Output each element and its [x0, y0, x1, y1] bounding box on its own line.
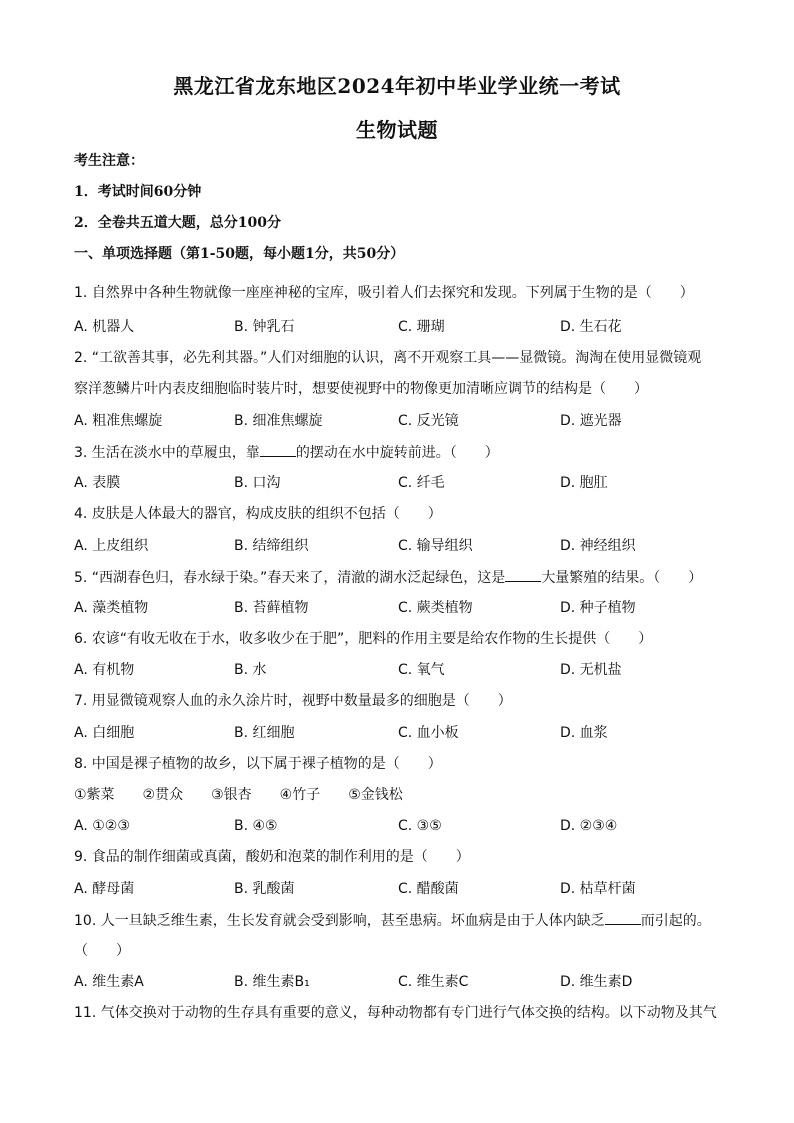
question-10-option-a: A. 维生素A — [74, 974, 144, 990]
question-8-option-d: D. ②③④ — [560, 818, 618, 834]
question-6-stem: 6. 农谚“有收无收在于水，收多收少在于肥”，肥料的作用主要是给农作物的生长提供（ ） — [74, 631, 653, 647]
question-3-option-b: B. 口沟 — [234, 475, 281, 491]
question-2-option-d: D. 遮光器 — [560, 413, 622, 429]
question-2-stem-line1: 2. “工欲善其事，必先利其器。”人们对细胞的认识，离不开观察工具——显微镜。淘淘在使用显微镜观 — [74, 350, 702, 366]
question-10-stem-post: 而引起的。 — [640, 913, 711, 929]
question-6-option-d: D. 无机盐 — [560, 662, 622, 678]
question-1-option-c: C. 珊瑚 — [398, 319, 445, 335]
question-3-stem-post: 的摆动在水中旋转前进。（ ） — [295, 445, 499, 461]
question-8-option-a: A. ①②③ — [74, 818, 130, 834]
question-5-stem — [74, 568, 702, 587]
question-3-stem-pre: 3. 生活在淡水中的草履虫，靠 — [74, 445, 260, 461]
notice-heading: 考生注意： — [74, 153, 144, 169]
question-5-stem-pre: 5. “西湖春色归，春水绿于染。”春天来了，清澈的湖水泛起绿色，这是 — [74, 570, 506, 586]
question-10-answer-bracket: （ ） — [74, 943, 130, 959]
question-2-option-a: A. 粗准焦螺旋 — [74, 413, 163, 429]
question-4-option-b: B. 结缔组织 — [234, 538, 309, 554]
question-3-option-d: D. 胞肛 — [560, 475, 608, 491]
question-5-option-c: C. 蕨类植物 — [398, 600, 473, 616]
question-9-option-d: D. 枯草杆菌 — [560, 881, 636, 897]
question-5-option-b: B. 苔藓植物 — [234, 600, 309, 616]
question-7-option-b: B. 红细胞 — [234, 725, 295, 741]
question-7-option-a: A. 白细胞 — [74, 725, 135, 741]
question-8-items: ①紫菜 ②贯众 ③银杏 ④竹子 ⑤金钱松 — [74, 787, 403, 803]
question-1-option-a: A. 机器人 — [74, 319, 135, 335]
question-4-option-c: C. 输导组织 — [398, 538, 473, 554]
notice-item-time: 1．考试时间60分钟 — [74, 184, 202, 200]
question-7-option-d: D. 血浆 — [560, 725, 608, 741]
question-6-option-b: B. 水 — [234, 662, 267, 678]
question-10-option-d: D. 维生素D — [560, 974, 633, 990]
question-6-option-a: A. 有机物 — [74, 662, 135, 678]
question-4-option-d: D. 神经组织 — [560, 538, 636, 554]
question-6-option-c: C. 氧气 — [398, 662, 445, 678]
question-8-option-c: C. ③⑤ — [398, 818, 442, 834]
answer-blank — [605, 911, 641, 925]
section-heading: 一、单项选择题（第1-50题，每小题1分，共50分） — [74, 246, 405, 262]
question-8-option-b: B. ④⑤ — [234, 818, 278, 834]
question-9-option-c: C. 醋酸菌 — [398, 881, 459, 897]
question-10-option-b: B. 维生素B₁ — [234, 974, 310, 990]
question-3-stem — [74, 443, 499, 462]
question-5-option-d: D. 种子植物 — [560, 600, 636, 616]
question-5-stem-post: 大量繁殖的结果。（ ） — [541, 570, 703, 586]
question-8-stem: 8. 中国是裸子植物的故乡，以下属于裸子植物的是（ ） — [74, 756, 442, 772]
question-3-option-c: C. 纤毛 — [398, 475, 445, 491]
question-10-option-c: C. 维生素C — [398, 974, 469, 990]
question-9-option-b: B. 乳酸菌 — [234, 881, 295, 897]
answer-blank — [260, 443, 296, 457]
question-2-option-b: B. 细准焦螺旋 — [234, 413, 323, 429]
question-1-stem: 1. 自然界中各种生物就像一座座神秘的宝库，吸引着人们去探究和发现。下列属于生物的是（ ） — [74, 285, 694, 301]
exam-subtitle: 生物试题 — [356, 118, 438, 142]
question-1-option-b: B. 钟乳石 — [234, 319, 295, 335]
question-10-stem — [74, 911, 711, 930]
question-2-option-c: C. 反光镜 — [398, 413, 459, 429]
question-9-option-a: A. 酵母菌 — [74, 881, 135, 897]
question-9-stem: 9. 食品的制作细菌或真菌，酸奶和泡菜的制作利用的是（ ） — [74, 849, 470, 865]
question-7-stem: 7. 用显微镜观察人血的永久涂片时，视野中数量最多的细胞是（ ） — [74, 693, 512, 709]
question-1-option-d: D. 生石花 — [560, 319, 622, 335]
question-4-stem: 4. 皮肤是人体最大的器官，构成皮肤的组织不包括（ ） — [74, 506, 442, 522]
question-11-stem: 11. 气体交换对于动物的生存具有重要的意义，每种动物都有专门进行气体交换的结构。以下动物及其气 — [74, 1005, 717, 1021]
question-7-option-c: C. 血小板 — [398, 725, 459, 741]
question-2-stem-line2: 察洋葱鳞片叶内表皮细胞临时装片时，想要使视野中的物像更加清晰应调节的结构是（ ） — [74, 381, 648, 397]
question-10-stem-pre: 10. 人一旦缺乏维生素，生长发育就会受到影响，甚至患病。坏血病是由于人体内缺乏 — [74, 913, 605, 929]
question-4-option-a: A. 上皮组织 — [74, 538, 149, 554]
question-3-option-a: A. 表膜 — [74, 475, 121, 491]
exam-title: 黑龙江省龙东地区2024年初中毕业学业统一考试 — [173, 74, 621, 98]
question-5-option-a: A. 藻类植物 — [74, 600, 149, 616]
notice-item-score: 2．全卷共五道大题，总分100分 — [74, 215, 281, 231]
answer-blank — [505, 568, 541, 582]
